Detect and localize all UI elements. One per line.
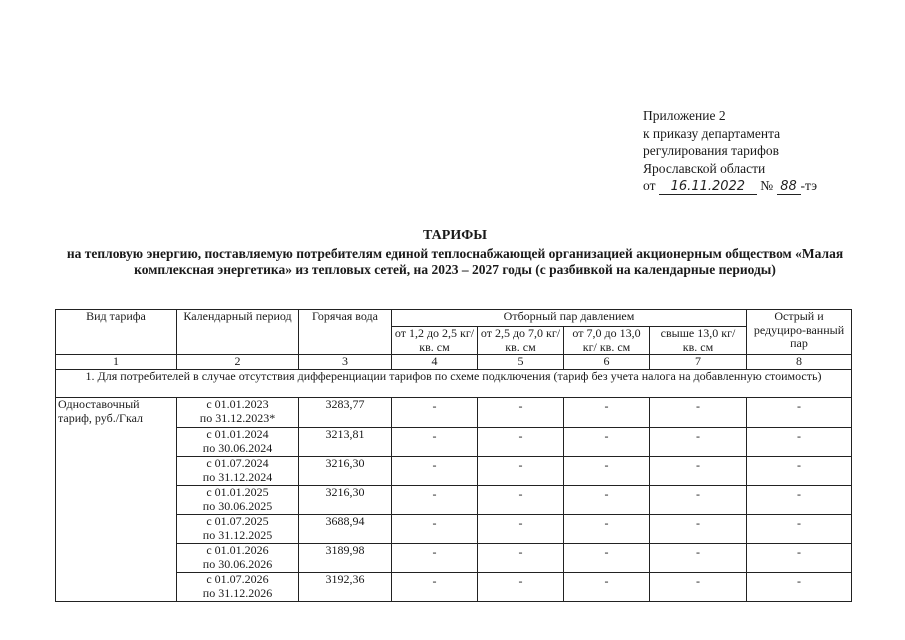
table-row — [56, 398, 852, 428]
steam-4-value: - — [650, 515, 747, 544]
col-number: 7 — [650, 355, 747, 370]
period-to: по 30.06.2024 — [202, 440, 273, 455]
steam-3-value: - — [564, 486, 650, 515]
col-number: 5 — [478, 355, 564, 370]
header-period: Календарный период — [177, 310, 299, 355]
hot-water-value: 3192,36 — [299, 573, 392, 602]
steam-2-value: - — [478, 573, 564, 602]
period-cell — [177, 515, 299, 544]
period-cell — [177, 457, 299, 486]
handwritten-number: 88 — [777, 180, 801, 195]
steam-4-value: - — [650, 544, 747, 573]
sharp-steam-value: - — [747, 573, 852, 602]
steam-4-value: - — [650, 457, 747, 486]
sharp-steam-value: - — [747, 486, 852, 515]
period-to: по 31.12.2023* — [199, 410, 276, 425]
period-to: по 30.06.2026 — [202, 556, 273, 571]
hot-water-value: 3283,77 — [299, 398, 392, 428]
steam-3-value: - — [564, 573, 650, 602]
steam-2-value: - — [478, 486, 564, 515]
header-steam-1: от 1,2 до 2,5 кг/ кв. см — [392, 327, 478, 355]
steam-1-value: - — [392, 515, 478, 544]
sharp-steam-value: - — [747, 398, 852, 428]
period-from: с 01.01.2024 — [206, 427, 269, 441]
header-sharp-steam: Острый и редуциро-ванный пар — [747, 310, 852, 355]
header-tariff-type: Вид тарифа — [56, 310, 177, 355]
col-number: 6 — [564, 355, 650, 370]
steam-4-value: - — [650, 486, 747, 515]
period-from: с 01.01.2023 — [206, 397, 269, 411]
steam-4-value: - — [650, 398, 747, 428]
period-to: по 31.12.2026 — [202, 585, 273, 600]
steam-1-value: - — [392, 457, 478, 486]
period-to: по 30.06.2025 — [202, 498, 273, 513]
period-from: с 01.07.2025 — [206, 514, 269, 528]
period-cell — [177, 398, 299, 428]
hot-water-value: 3216,30 — [299, 486, 392, 515]
date-prefix: от — [643, 178, 656, 193]
sharp-steam-value: - — [747, 544, 852, 573]
annex-block — [643, 107, 817, 195]
col-number: 8 — [747, 355, 852, 370]
number-prefix: № — [760, 178, 774, 193]
col-number: 2 — [177, 355, 299, 370]
steam-3-value: - — [564, 398, 650, 428]
steam-2-value: - — [478, 398, 564, 428]
header-steam-2: от 2,5 до 7,0 кг/ кв. см — [478, 327, 564, 355]
hot-water-value: 3216,30 — [299, 457, 392, 486]
steam-1-value: - — [392, 486, 478, 515]
tariff-table — [55, 309, 852, 602]
section-title: 1. Для потребителей в случае отсутствия дифференциации тарифов по схеме подключения (тариф без учета налога на добавленную стоимость) — [56, 370, 852, 398]
steam-1-value: - — [392, 573, 478, 602]
sharp-steam-value: - — [747, 515, 852, 544]
sharp-steam-value: - — [747, 457, 852, 486]
period-from: с 01.07.2026 — [206, 572, 269, 586]
header-steam-group: Отборный пар давлением — [392, 310, 747, 327]
hot-water-value: 3688,94 — [299, 515, 392, 544]
steam-3-value: - — [564, 428, 650, 457]
handwritten-date: 16.11.2022 — [659, 180, 757, 195]
document-title — [50, 228, 860, 278]
steam-3-value: - — [564, 457, 650, 486]
steam-4-value: - — [650, 428, 747, 457]
steam-4-value: - — [650, 573, 747, 602]
steam-3-value: - — [564, 544, 650, 573]
col-number: 4 — [392, 355, 478, 370]
period-from: с 01.01.2025 — [206, 485, 269, 499]
annex-date-line — [643, 177, 817, 195]
header-steam-3: от 7,0 до 13,0 кг/ кв. см — [564, 327, 650, 355]
period-to: по 31.12.2024 — [202, 469, 273, 484]
col-number: 3 — [299, 355, 392, 370]
steam-1-value: - — [392, 428, 478, 457]
column-numbers-row — [56, 355, 852, 370]
header-steam-4: свыше 13,0 кг/ кв. см — [650, 327, 747, 355]
col-number: 1 — [56, 355, 177, 370]
steam-2-value: - — [478, 428, 564, 457]
hot-water-value: 3189,98 — [299, 544, 392, 573]
annex-line-4: Ярославской области — [643, 160, 766, 176]
sharp-steam-value: - — [747, 428, 852, 457]
period-from: с 01.07.2024 — [206, 456, 269, 470]
hot-water-value: 3213,81 — [299, 428, 392, 457]
period-from: с 01.01.2026 — [206, 543, 269, 557]
title-subtitle: на тепловую энергию, поставляемую потребителям единой теплоснабжающей организацией акционерным обществом «Малая комплексная энергетика» из тепловых сетей, на 2023 – 2027 годы (с разбивкой на календарные периоды) — [66, 246, 844, 277]
steam-1-value: - — [392, 544, 478, 573]
annex-line-3: регулирования тарифов — [643, 143, 780, 158]
number-suffix: -тэ — [800, 178, 818, 193]
tariff-name: Одноставочный тариф, руб./Гкал — [56, 398, 177, 602]
steam-2-value: - — [478, 515, 564, 544]
steam-3-value: - — [564, 515, 650, 544]
period-cell — [177, 544, 299, 573]
header-hot-water: Горячая вода — [299, 310, 392, 355]
period-to: по 31.12.2025 — [202, 527, 273, 542]
annex-line-2: к приказу департамента — [643, 125, 781, 141]
period-cell — [177, 428, 299, 457]
title-main: ТАРИФЫ — [423, 228, 487, 243]
steam-1-value: - — [392, 398, 478, 428]
period-cell — [177, 573, 299, 602]
annex-line-1: Приложение 2 — [643, 108, 726, 123]
steam-2-value: - — [478, 544, 564, 573]
steam-2-value: - — [478, 457, 564, 486]
period-cell — [177, 486, 299, 515]
